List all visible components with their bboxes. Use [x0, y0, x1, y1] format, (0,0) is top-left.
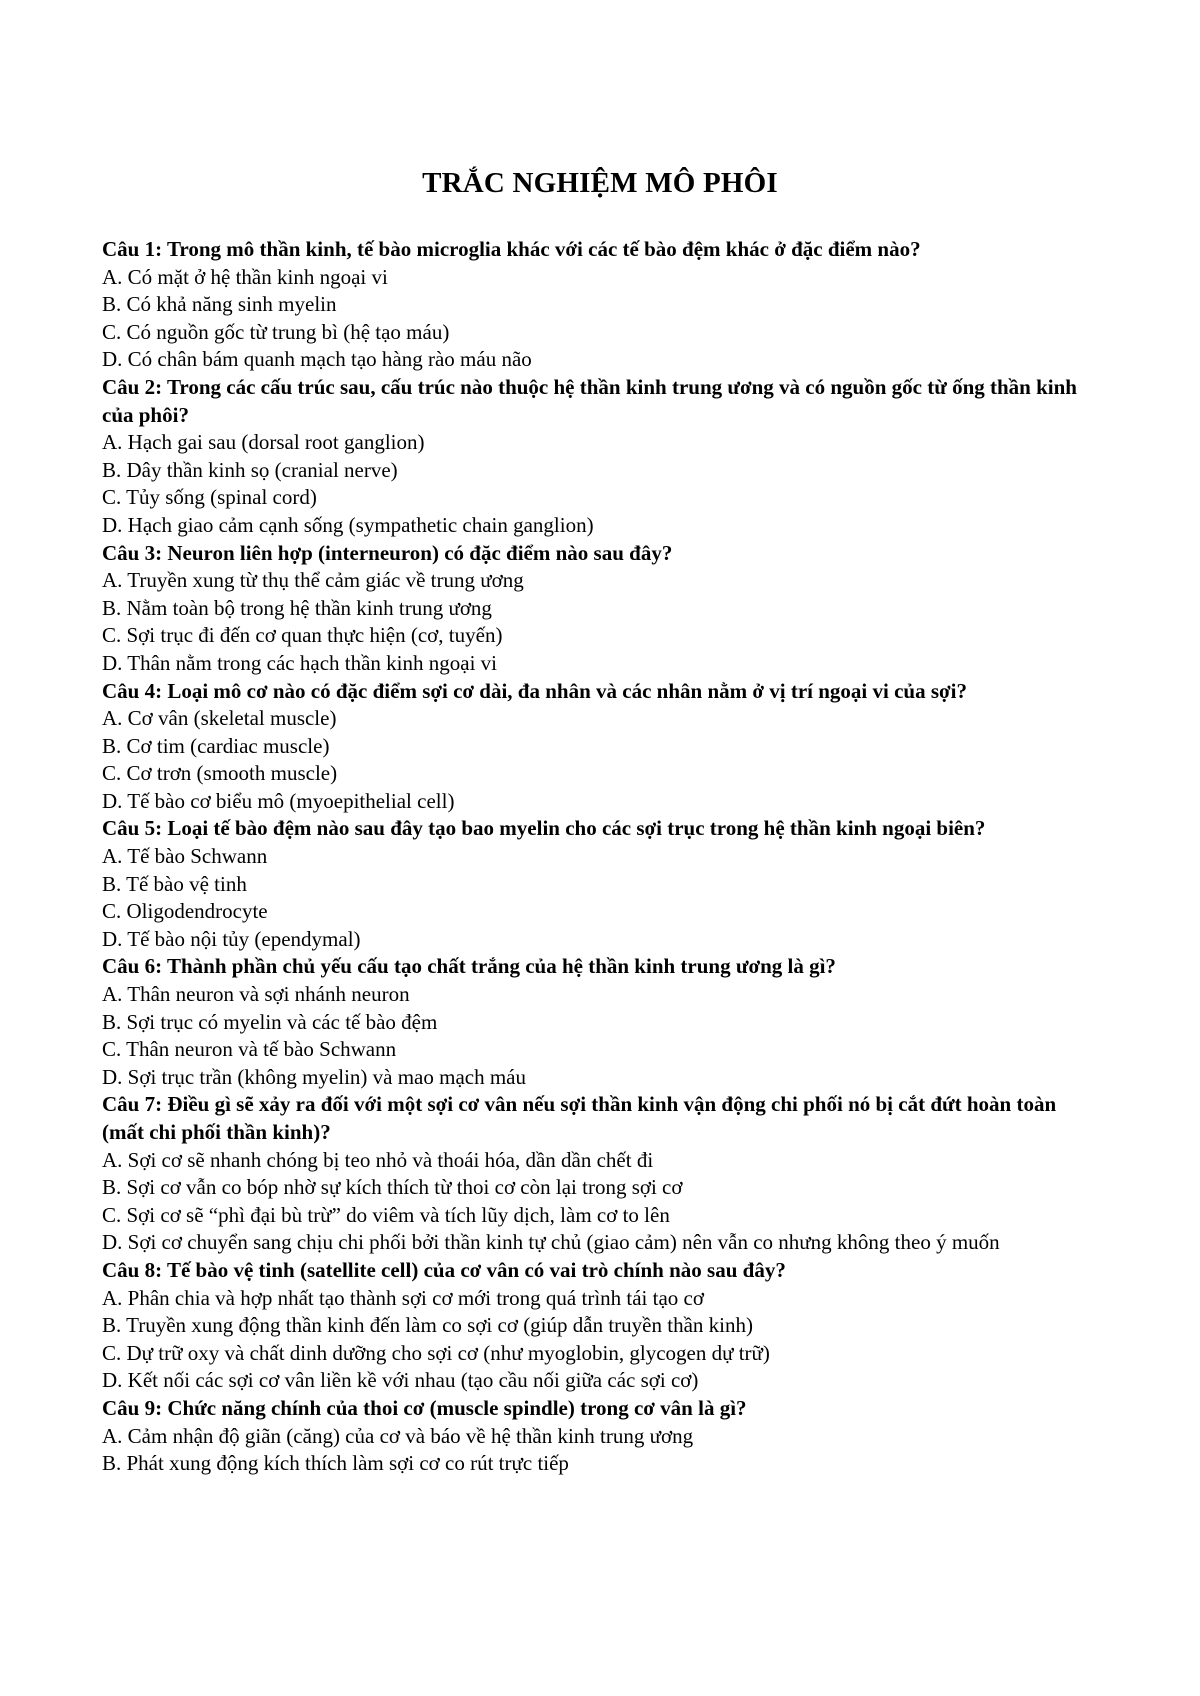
answer-option-b: B. Tế bào vệ tinh [102, 871, 247, 896]
answer-option-d: D. Kết nối các sợi cơ vân liền kề với nhau (tạo cầu nối giữa các sợi cơ) [102, 1368, 699, 1393]
question-2 [102, 374, 1102, 540]
question-list [102, 236, 1102, 1478]
answer-option-c: C. Dự trữ oxy và chất dinh dưỡng cho sợi cơ (như myoglobin, glycogen dự trữ) [102, 1340, 770, 1365]
answer-option-c: C. Sợi trục đi đến cơ quan thực hiện (cơ, tuyến) [102, 623, 503, 648]
question-8 [102, 1257, 1102, 1395]
answer-options [102, 1285, 1102, 1395]
answer-option-a: A. Phân chia và hợp nhất tạo thành sợi cơ mới trong quá trình tái tạo cơ [102, 1285, 704, 1310]
question-7 [102, 1091, 1102, 1257]
answer-option-d: D. Tế bào cơ biểu mô (myoepithelial cell) [102, 788, 455, 813]
answer-options [102, 1147, 1102, 1257]
answer-option-b: B. Cơ tim (cardiac muscle) [102, 733, 330, 758]
answer-options [102, 705, 1102, 815]
answer-option-b: B. Sợi cơ vẫn co bóp nhờ sự kích thích từ thoi cơ còn lại trong sợi cơ [102, 1175, 683, 1200]
answer-option-c: C. Tủy sống (spinal cord) [102, 485, 317, 510]
answer-option-a: A. Cảm nhận độ giãn (căng) của cơ và báo về hệ thần kinh trung ương [102, 1423, 694, 1448]
question-text: Câu 4: Loại mô cơ nào có đặc điểm sợi cơ dài, đa nhân và các nhân nằm ở vị trí ngoại vi của sợi? [102, 678, 967, 703]
answer-option-d: D. Tế bào nội tủy (ependymal) [102, 926, 361, 951]
question-text: Câu 6: Thành phần chủ yếu cấu tạo chất trắng của hệ thần kinh trung ương là gì? [102, 954, 836, 979]
answer-options [102, 843, 1102, 953]
answer-option-d: D. Sợi cơ chuyển sang chịu chi phối bởi thần kinh tự chủ (giao cảm) nên vẫn co nhưng không theo ý muốn [102, 1230, 1000, 1255]
question-text: Câu 9: Chức năng chính của thoi cơ (muscle spindle) trong cơ vân là gì? [102, 1395, 747, 1420]
answer-option-b: B. Sợi trục có myelin và các tế bào đệm [102, 1009, 438, 1034]
question-4 [102, 678, 1102, 816]
answer-option-b: B. Phát xung động kích thích làm sợi cơ co rút trực tiếp [102, 1451, 569, 1476]
answer-options [102, 567, 1102, 677]
question-6 [102, 953, 1102, 1091]
answer-option-a: A. Cơ vân (skeletal muscle) [102, 706, 337, 731]
answer-option-d: D. Thân nằm trong các hạch thần kinh ngoại vi [102, 650, 498, 675]
answer-options [102, 429, 1102, 539]
answer-option-c: C. Có nguồn gốc từ trung bì (hệ tạo máu) [102, 319, 450, 344]
question-text: Câu 7: Điều gì sẽ xảy ra đối với một sợi cơ vân nếu sợi thần kinh vận động chi phối nó bị cắt đứt hoàn toàn (mất chi phối thần kinh)? [102, 1092, 1057, 1144]
answer-option-c: C. Thân neuron và tế bào Schwann [102, 1037, 397, 1062]
question-text: Câu 8: Tế bào vệ tinh (satellite cell) của cơ vân có vai trò chính nào sau đây? [102, 1257, 786, 1282]
answer-option-d: D. Sợi trục trần (không myelin) và mao mạch máu [102, 1064, 526, 1089]
answer-options [102, 264, 1102, 374]
answer-option-d: D. Hạch giao cảm cạnh sống (sympathetic chain ganglion) [102, 512, 594, 537]
page-title: TRẮC NGHIỆM MÔ PHÔI [422, 167, 778, 200]
question-3 [102, 540, 1102, 678]
question-text: Câu 5: Loại tế bào đệm nào sau đây tạo bao myelin cho các sợi trục trong hệ thần kinh ngoại biên? [102, 816, 986, 841]
answer-options [102, 981, 1102, 1091]
answer-option-a: A. Hạch gai sau (dorsal root ganglion) [102, 430, 425, 455]
question-1 [102, 236, 1102, 374]
question-9 [102, 1395, 1102, 1478]
question-text: Câu 3: Neuron liên hợp (interneuron) có đặc điểm nào sau đây? [102, 540, 673, 565]
answer-option-a: A. Truyền xung từ thụ thể cảm giác về trung ương [102, 568, 524, 593]
answer-option-b: B. Dây thần kinh sọ (cranial nerve) [102, 457, 398, 482]
question-text: Câu 2: Trong các cấu trúc sau, cấu trúc nào thuộc hệ thần kinh trung ương và có nguồn gốc từ ống thần kinh của phôi? [102, 374, 1077, 427]
answer-option-a: A. Thân neuron và sợi nhánh neuron [102, 982, 410, 1007]
question-text: Câu 1: Trong mô thần kinh, tế bào microglia khác với các tế bào đệm khác ở đặc điểm nào? [102, 237, 921, 261]
answer-option-c: C. Cơ trơn (smooth muscle) [102, 761, 338, 786]
answer-option-a: A. Tế bào Schwann [102, 844, 268, 869]
answer-option-a: A. Có mặt ở hệ thần kinh ngoại vi [102, 264, 388, 289]
answer-option-b: B. Có khả năng sinh myelin [102, 292, 337, 317]
answer-option-b: B. Nằm toàn bộ trong hệ thần kinh trung ương [102, 595, 492, 620]
answer-option-c: C. Oligodendrocyte [102, 899, 268, 924]
answer-option-b: B. Truyền xung động thần kinh đến làm co sợi cơ (giúp dẫn truyền thần kinh) [102, 1313, 753, 1338]
answer-option-c: C. Sợi cơ sẽ “phì đại bù trừ” do viêm và tích lũy dịch, làm cơ to lên [102, 1202, 670, 1227]
answer-option-d: D. Có chân bám quanh mạch tạo hàng rào máu não [102, 347, 532, 372]
answer-options [102, 1423, 1102, 1478]
question-5 [102, 815, 1102, 953]
answer-option-a: A. Sợi cơ sẽ nhanh chóng bị teo nhỏ và thoái hóa, dần dần chết đi [102, 1147, 654, 1172]
